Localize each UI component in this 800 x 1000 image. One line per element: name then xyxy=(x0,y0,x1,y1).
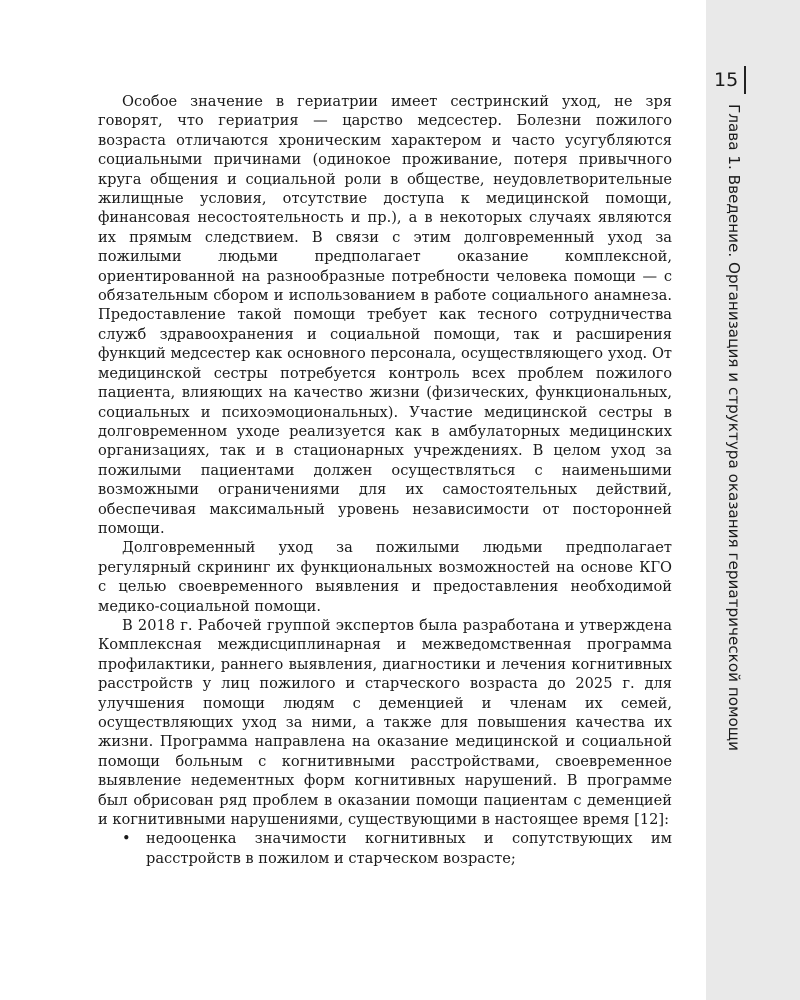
page-body xyxy=(98,92,672,868)
bullet-marker: • xyxy=(122,830,131,848)
list-item-text: недооценка значимости когнитивных и сопутствующих им расстройств в пожилом и старческом возрасте; xyxy=(146,830,672,867)
paragraph-program-2018: В 2018 г. Рабочей группой экспертов была разработана и утверждена Комплексная междисциплинарная и межведомственная программа профилактики, раннего выявления, диагностики и лечения когнитивных расстройств у лиц пожилого и старческого возраста до 2025 г. для улучшения помощи людям с деменцией и членам их семей, осуществляющих уход за ними, а также для повышения качества их жизни. Программа направлена на оказание медицинской и социальной помощи больным с когнитивными расстройствами, своевременное выявление недементных форм когнитивных нарушений. В программе был обрисован ряд проблем в оказании помощи пациентам с деменцией и когнитивными нарушениями, существующими в настоящее время [12]: xyxy=(98,616,672,829)
paragraph-nursing-care: Особое значение в гериатрии имеет сестринский уход, не зря говорят, что гериатрия — царство медсестер. Болезни пожилого возраста отличаются хроническим характером и часто усугубляются социальными причинами (одинокое проживание, потеря привычного круга общения и социальной роли в обществе, неудовлетворительные жилищные условия, отсутствие доступа к медицинской помощи, финансовая несостоятельность и пр.), а в некоторых случаях являются их прямым следствием. В связи с этим долговременный уход за пожилыми людьми предполагает оказание комплексной, ориентированной на разнообразные потребности человека помощи — с обязательным сбором и использованием в работе социального анамнеза. Предоставление такой помощи требует как тесного сотрудничества служб здравоохранения и социальной помощи, так и расширения функций медсестер как основного персонала, осуществляющего уход. От медицинской сестры потребуется контроль всех проблем пожилого пациента, влияющих на качество жизни (физических, функциональных, социальных и психоэмоциональных). Участие медицинской сестры в долговременном уходе реализуется как в амбулаторных медицинских организациях, так и в стационарных учреждениях. В целом уход за пожилыми пациентами должен осуществляться с наименьшими возможными ограничениями для их самостоятельных действий, обеспечивая максимальный уровень независимости от посторонней помощи. xyxy=(98,93,672,537)
page-number: 15 xyxy=(712,66,746,94)
chapter-sidebar xyxy=(706,0,800,1000)
chapter-title: Глава 1. Введение. Организация и структура оказания гериатрической помощи xyxy=(725,104,743,751)
paragraph-screening: Долговременный уход за пожилыми людьми предполагает регулярный скрининг их функциональных возможностей на основе КГО с целью своевременного выявления и предоставления необходимой медико-социальной помощи. xyxy=(98,539,672,615)
problem-list xyxy=(98,829,672,868)
list-item xyxy=(98,829,672,868)
